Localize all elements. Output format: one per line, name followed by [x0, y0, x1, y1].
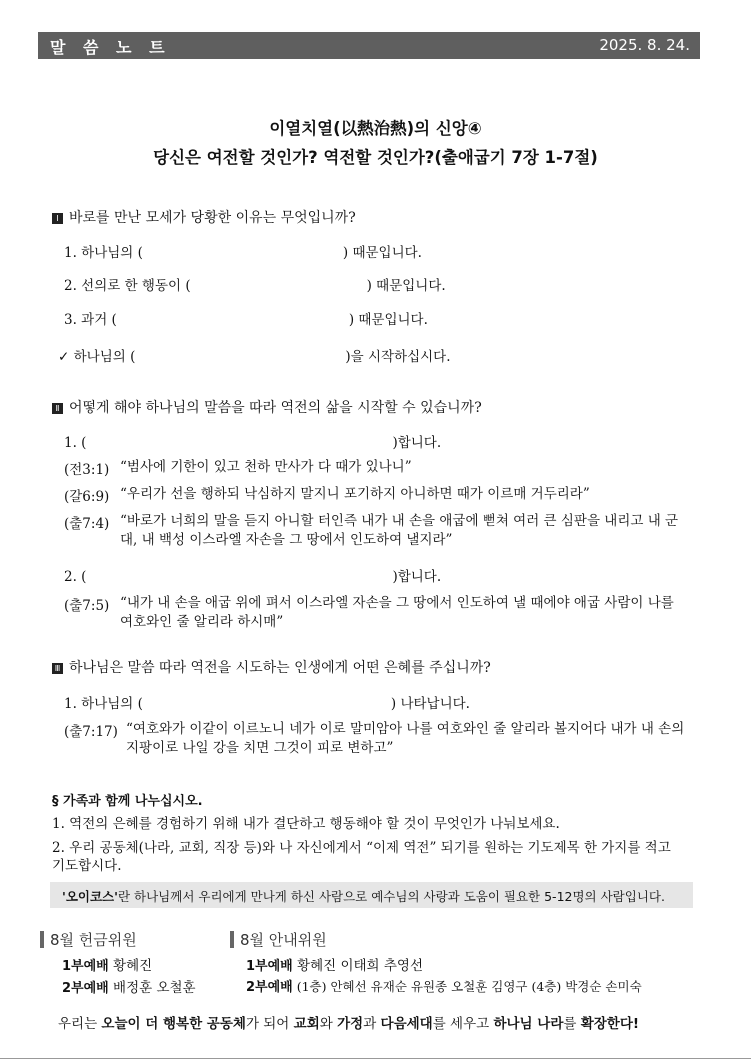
service-label: 1부예배: [62, 959, 109, 974]
blank-suffix: )합니다.: [392, 569, 442, 585]
usher-heading-text: 8월 안내위원: [240, 931, 327, 949]
check-icon: ✓: [58, 349, 70, 365]
member-names: 황혜진 이태희 추영선: [297, 958, 423, 974]
section1-question: [52, 207, 356, 227]
verse-label: (출7:5): [64, 598, 110, 614]
verse-label: (출7:17): [64, 724, 118, 740]
section1-item3: [64, 308, 428, 328]
oikos-text: 란 하나님께서 우리에게 만나게 하신 사람으로 예수님의 사랑과 도움이 필요한 5-12명의 사람입니다.: [117, 889, 665, 904]
sermon-title: 당신은 여전할 것인가? 역전할 것인가?(출애굽기 7장 1-7절): [153, 148, 598, 167]
heading-bar: [230, 931, 234, 948]
vision-emphasis: 가정: [337, 1016, 364, 1032]
section2-question-text: 어떻게 해야 하나님의 말씀을 따라 역전의 삶을 시작할 수 있습니까?: [69, 400, 482, 416]
section1-item2: [64, 274, 446, 294]
service-label: 2부예배: [246, 980, 293, 995]
member-names: 황혜진: [113, 958, 153, 974]
blank-prefix: 2. 선의로 한 행동이 (: [64, 278, 191, 294]
blank-prefix: 하나님의 (: [73, 349, 136, 365]
verse-text: “내가 내 손을 애굽 위에 펴서 이스라엘 자손을 그 땅에서 인도하여 낼 때에야 애굽 사람이 나를 여호와인 줄 알리라 하시매”: [120, 595, 674, 630]
sermon-series-title: 이열치열(以熱治熱)의 신앙④: [269, 119, 482, 138]
offering-row: [62, 976, 196, 996]
section2-item1: [64, 431, 441, 451]
blank-suffix: ) 때문입니다.: [348, 312, 428, 328]
verse-label: (갈6:9): [64, 489, 110, 505]
header-date: 2025. 8. 24.: [599, 36, 690, 54]
verse-text: “범사에 기한이 있고 천하 만사가 다 때가 있나니”: [120, 459, 412, 475]
vision-emphasis: 오늘이 더 행복한 공동체: [101, 1016, 246, 1032]
usher-heading: [230, 929, 327, 950]
bottom-rule: [0, 1058, 751, 1059]
usher-row: [246, 976, 642, 995]
vision-text: 가 되어: [245, 1016, 294, 1032]
section1-question-text: 바로를 만난 모세가 당황한 이유는 무엇입니까?: [69, 210, 356, 226]
vision-text: 를: [563, 1016, 581, 1032]
vision-emphasis: 확장한다!: [580, 1016, 640, 1032]
member-names: (1층) 안혜선 유재순 유원종 오철훈 김영구 (4층) 박경순 손미숙: [296, 979, 642, 994]
offering-row: [62, 954, 152, 974]
section1-check-item: [58, 345, 450, 365]
blank-suffix: ) 때문입니다.: [342, 245, 422, 261]
verse-text: “우리가 선을 행하되 낙심하지 말지니 포기하지 아니하면 때가 이르매 거두리라”: [120, 486, 590, 502]
vision-text: 와: [319, 1016, 338, 1032]
blank-suffix: ) 때문입니다.: [366, 278, 446, 294]
blank-suffix: )합니다.: [392, 435, 442, 451]
verse-text: “여호와가 이같이 이르노니 네가 이로 말미암아 나를 여호와인 줄 알리라 볼지어다 내가 내 손의 지팡이로 나일 강을 치면 그것이 피로 변하고”: [126, 721, 685, 756]
blank-prefix: 1. 하나님의 (: [64, 696, 143, 712]
section3-question-text: 하나님은 말씀 따라 역전을 시도하는 인생에게 어떤 은혜를 주십니까?: [69, 660, 491, 676]
section1-marker: Ⅰ: [52, 213, 63, 224]
service-label: 1부예배: [246, 959, 293, 974]
blank-prefix: 1. (: [64, 435, 87, 451]
verse-text: “바로가 너희의 말을 듣지 아니할 터인즉 내가 내 손을 애굽에 뻗쳐 여러 큰 심판을 내리고 내 군대, 내 백성 이스라엘 자손을 그 땅에서 인도하여 낼지라”: [120, 513, 679, 548]
verse-label: (전3:1): [64, 462, 110, 478]
blank-suffix: )을 시작하십시다.: [345, 349, 451, 365]
blank-suffix: ) 나타납니다.: [390, 696, 470, 712]
oikos-term: '오이코스': [62, 889, 118, 904]
section2-item2: [64, 565, 441, 585]
service-label: 2부예배: [62, 981, 109, 996]
usher-row: [246, 954, 423, 974]
section3-item1: [64, 692, 470, 712]
vision-text: 우리는: [58, 1016, 102, 1032]
blank-prefix: 2. (: [64, 569, 87, 585]
vision-text: 과: [363, 1016, 381, 1032]
share-item-1: 1. 역전의 은혜를 경험하기 위해 내가 결단하고 행동해야 할 것이 무엇인가 나눠보세요.: [52, 816, 560, 832]
header-bar: [38, 32, 700, 59]
offering-heading-text: 8월 헌금위원: [50, 931, 137, 949]
vision-emphasis: 교회: [293, 1016, 320, 1032]
blank-prefix: 3. 과거 (: [64, 312, 117, 328]
vision-emphasis: 다음세대: [380, 1016, 433, 1032]
section2-question: [52, 397, 482, 417]
share-item-2: 2. 우리 공동체(나라, 교회, 직장 등)와 나 자신에게서 “이제 역전” 되기를 원하는 기도제목 한 가지를 적고 기도합시다.: [52, 840, 671, 874]
section3-marker: Ⅲ: [52, 663, 63, 674]
oikos-note: [50, 882, 693, 908]
section2-marker: Ⅱ: [52, 403, 63, 414]
share-heading: § 가족과 함께 나누십시오.: [52, 794, 203, 809]
section3-question: [52, 657, 491, 677]
heading-bar: [40, 931, 44, 948]
vision-text: 를 세우고: [432, 1016, 494, 1032]
header-label: 말 씀 노 트: [50, 38, 171, 57]
vision-statement: [58, 1012, 639, 1032]
blank-prefix: 1. 하나님의 (: [64, 245, 143, 261]
section1-item1: [64, 241, 422, 261]
offering-heading: [40, 929, 137, 950]
verse-label: (출7:4): [64, 516, 110, 532]
vision-emphasis: 하나님 나라: [493, 1016, 564, 1032]
member-names: 배정훈 오철훈: [113, 980, 196, 996]
